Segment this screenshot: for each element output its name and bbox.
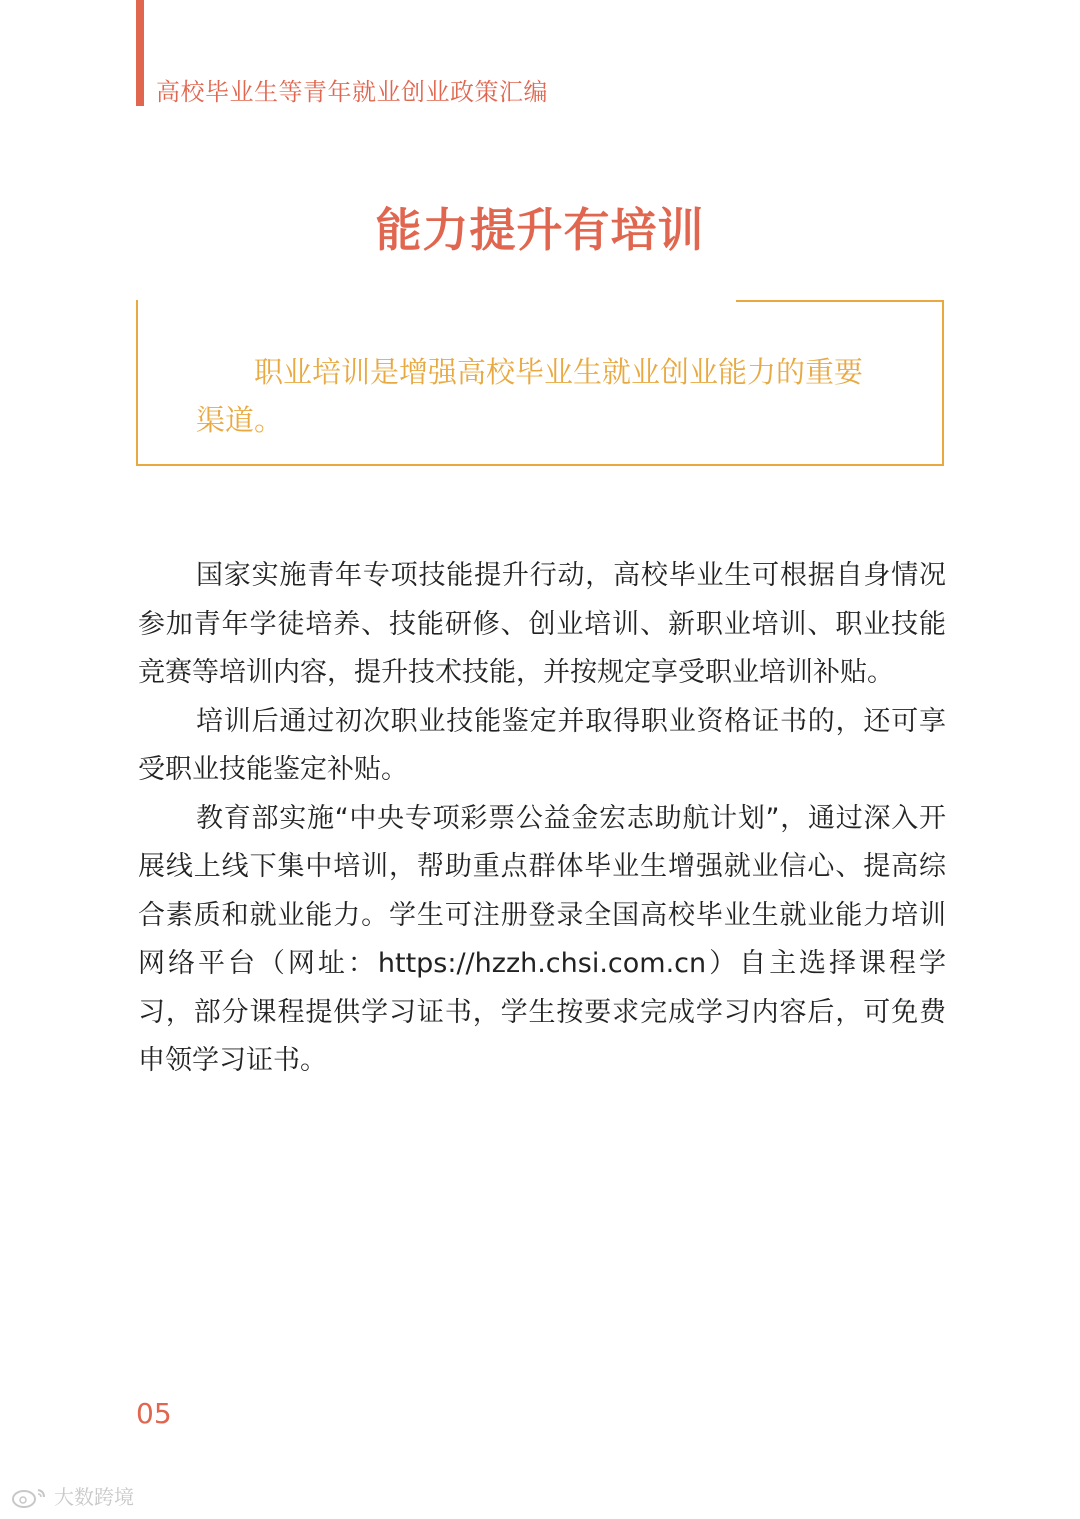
callout-border-left bbox=[136, 300, 138, 466]
paragraph-1: 国家实施青年专项技能提升行动，高校毕业生可根据自身情况参加青年学徒培养、技能研修、创业培训、新职业培训、职业技能竞赛等培训内容，提升技术技能，并按规定享受职业培训补贴。 bbox=[138, 560, 946, 688]
callout-border-top bbox=[736, 300, 944, 302]
watermark bbox=[10, 1482, 134, 1512]
callout-text: 职业培训是增强高校毕业生就业创业能力的重要渠道。 bbox=[196, 355, 864, 437]
watermark-text: 大数跨境 bbox=[54, 1485, 134, 1509]
running-header: 高校毕业生等青年就业创业政策汇编 bbox=[156, 78, 548, 106]
callout-border-right bbox=[942, 300, 944, 466]
paragraph-2: 培训后通过初次职业技能鉴定并取得职业资格证书的，还可享受职业技能鉴定补贴。 bbox=[138, 705, 946, 785]
paragraph-3: 教育部实施“中央专项彩票公益金宏志助航计划”，通过深入开展线上线下集中培训，帮助重点群体毕业生增强就业信心、提高综合素质和就业能力。学生可注册登录全国高校毕业生就业能力培训网络平台（网址：https://hzzh.chsi.com.cn）自主选择课程学习，部分课程提供学习证书，学生按要求完成学习内容后，可免费申领学习证书。 bbox=[138, 802, 946, 1076]
body-text bbox=[138, 552, 946, 1086]
header-accent-bar bbox=[136, 0, 144, 106]
page-number: 05 bbox=[136, 1397, 172, 1430]
callout-border-bottom bbox=[136, 464, 944, 466]
page-title: 能力提升有培训 bbox=[375, 203, 705, 257]
weibo-logo-icon bbox=[10, 1484, 50, 1510]
